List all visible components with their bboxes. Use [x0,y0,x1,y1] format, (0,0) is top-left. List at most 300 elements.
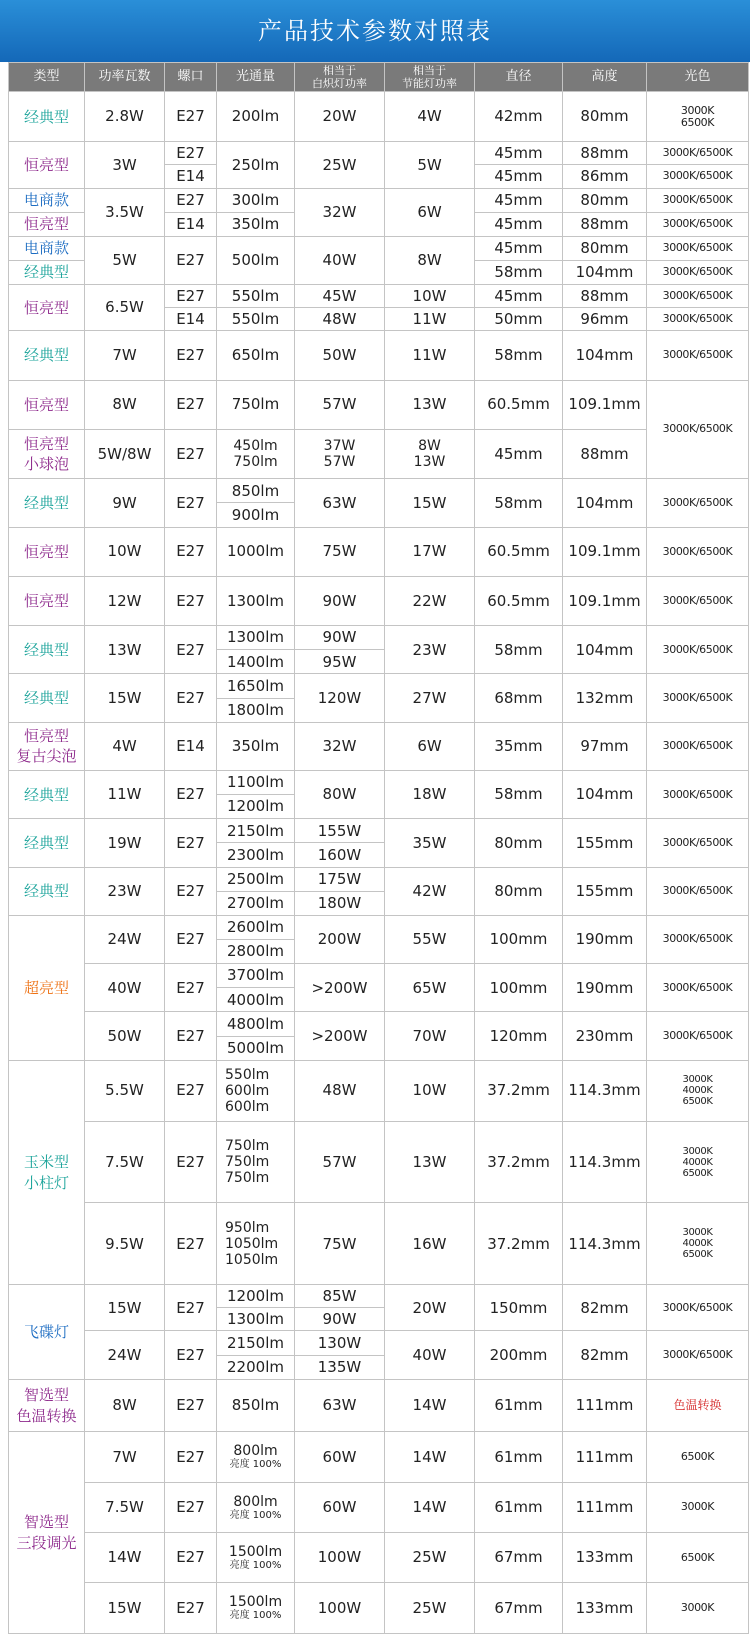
diameter-cell: 61mm [475,1432,563,1482]
power-cell: 15W [85,1285,165,1331]
diameter-cell: 150mm [475,1285,563,1331]
height-cell: 88mm [563,142,647,165]
cfl-cell: 14W [385,1432,475,1482]
incandescent-cell: 57W [295,1121,385,1203]
base-cell: E14 [165,308,217,331]
diameter-cell: 42mm [475,92,563,142]
type-cell: 经典型 [9,819,85,867]
diameter-cell: 45mm [475,188,563,212]
incandescent-cell: 95W [295,650,385,674]
lumen-cell [217,1533,295,1583]
table-row [9,1012,749,1036]
light-color-cell: 3000K/6500K [647,308,749,331]
lumen-cell: 850lm [217,1379,295,1431]
cfl-cell: 13W [385,380,475,429]
cfl-cell: 16W [385,1203,475,1285]
cfl-cell: 4W [385,92,475,142]
base-cell: E27 [165,92,217,142]
cfl-cell: 11W [385,331,475,380]
type-cell: 电商款 [9,236,85,260]
table-row [9,1121,749,1203]
lumen-cell: 1300lm [217,1308,295,1331]
lumen-cell: 2500lm [217,867,295,891]
incandescent-cell: 50W [295,331,385,380]
lumen-cell: 550lm [217,308,295,331]
lumen-cell: 850lm [217,479,295,503]
lumen-value: 1500lm [228,1543,283,1560]
light-color-cell: 3000K 4000K 6500K [647,1121,749,1203]
light-color-cell: 3000K/6500K [647,165,749,188]
light-color-cell: 6500K [647,1432,749,1482]
cfl-cell: 27W [385,674,475,722]
cfl-cell: 70W [385,1012,475,1060]
light-color-cell: 3000K [647,1583,749,1634]
light-color-cell: 3000K/6500K [647,188,749,212]
light-color-cell: 3000K/6500K [647,479,749,527]
lumen-cell: 550lm 600lm 600lm [217,1060,295,1121]
cfl-cell: 65W [385,964,475,1012]
power-cell: 2.8W [85,92,165,142]
incandescent-cell: 25W [295,142,385,188]
diameter-cell: 60.5mm [475,380,563,429]
type-cell: 经典型 [9,674,85,722]
diameter-cell: 68mm [475,674,563,722]
incandescent-cell: 85W [295,1285,385,1308]
lumen-cell: 500lm [217,236,295,284]
light-color-cell: 3000K 6500K [647,92,749,142]
power-cell: 11W [85,771,165,819]
power-cell: 8W [85,1379,165,1431]
diameter-cell: 58mm [475,479,563,527]
base-cell: E27 [165,1432,217,1482]
table-row [9,1203,749,1285]
incandescent-cell: 120W [295,674,385,722]
height-cell: 109.1mm [563,527,647,576]
lumen-cell: 550lm [217,285,295,308]
diameter-cell: 100mm [475,915,563,963]
power-cell: 9W [85,479,165,527]
light-color-cell: 3000K/6500K [647,1285,749,1331]
diameter-cell: 35mm [475,722,563,770]
diameter-cell: 45mm [475,429,563,478]
base-cell: E27 [165,576,217,625]
diameter-cell: 200mm [475,1331,563,1379]
base-cell: E27 [165,1060,217,1121]
light-color-cell: 3000K/6500K [647,576,749,625]
base-cell: E27 [165,479,217,527]
lumen-value: 800lm [233,1493,278,1510]
diameter-cell: 67mm [475,1583,563,1634]
light-color-cell: 3000K/6500K [647,771,749,819]
light-color-cell: 3000K/6500K [647,260,749,284]
cfl-cell: 40W [385,1331,475,1379]
type-cell: 智选型 三段调光 [9,1432,85,1634]
power-cell: 9.5W [85,1203,165,1285]
base-cell: E27 [165,1012,217,1060]
base-cell: E27 [165,867,217,915]
table-row [9,1482,749,1532]
lumen-cell: 650lm [217,331,295,380]
table-row [9,188,749,212]
light-color-cell: 3000K 4000K 6500K [647,1060,749,1121]
cfl-cell: 25W [385,1583,475,1634]
cfl-cell: 17W [385,527,475,576]
incandescent-cell: 60W [295,1432,385,1482]
lumen-cell: 250lm [217,142,295,188]
power-cell: 15W [85,674,165,722]
table-row [9,576,749,625]
incandescent-cell: 63W [295,1379,385,1431]
base-cell: E27 [165,380,217,429]
table-row [9,964,749,988]
light-color-cell: 3000K/6500K [647,236,749,260]
type-cell: 经典型 [9,331,85,380]
incandescent-cell: 57W [295,380,385,429]
power-cell: 14W [85,1533,165,1583]
base-cell: E27 [165,331,217,380]
power-cell: 40W [85,964,165,1012]
power-cell: 3.5W [85,188,165,236]
lumen-cell: 2300lm [217,843,295,867]
base-cell: E27 [165,285,217,308]
height-cell: 114.3mm [563,1121,647,1203]
lumen-cell: 2150lm [217,819,295,843]
lumen-cell: 900lm [217,503,295,527]
incandescent-cell: 63W [295,479,385,527]
power-cell: 5W/8W [85,429,165,478]
power-cell: 12W [85,576,165,625]
lumen-cell: 1400lm [217,650,295,674]
lumen-cell: 750lm 750lm 750lm [217,1121,295,1203]
lumen-cell [217,1432,295,1482]
type-cell: 恒亮型 [9,380,85,429]
cfl-cell: 11W [385,308,475,331]
type-cell: 恒亮型 [9,212,85,236]
power-cell: 10W [85,527,165,576]
lumen-cell: 300lm [217,188,295,212]
table-row [9,819,749,843]
base-cell: E27 [165,1379,217,1431]
type-cell: 恒亮型 [9,527,85,576]
type-cell: 恒亮型 [9,142,85,188]
type-cell: 经典型 [9,771,85,819]
height-cell: 88mm [563,212,647,236]
base-cell: E27 [165,1583,217,1634]
incandescent-cell: 37W 57W [295,429,385,478]
height-cell: 80mm [563,92,647,142]
incandescent-cell: 160W [295,843,385,867]
height-cell: 82mm [563,1331,647,1379]
cfl-cell: 10W [385,285,475,308]
base-cell: E27 [165,236,217,284]
base-cell: E14 [165,722,217,770]
incandescent-cell: 90W [295,576,385,625]
height-cell: 133mm [563,1583,647,1634]
incandescent-cell: 75W [295,1203,385,1285]
header-type: 类型 [9,63,85,92]
height-cell: 96mm [563,308,647,331]
diameter-cell: 60.5mm [475,576,563,625]
diameter-cell: 120mm [475,1012,563,1060]
cfl-cell: 13W [385,1121,475,1203]
type-cell: 经典型 [9,626,85,674]
cfl-cell: 8W 13W [385,429,475,478]
cfl-cell: 14W [385,1482,475,1532]
incandescent-cell: 100W [295,1533,385,1583]
light-color-cell: 3000K/6500K [647,331,749,380]
height-cell: 104mm [563,626,647,674]
type-cell: 电商款 [9,188,85,212]
incandescent-cell: >200W [295,964,385,1012]
base-cell: E27 [165,1482,217,1532]
incandescent-cell: 48W [295,308,385,331]
light-color-cell: 3000K/6500K [647,722,749,770]
lumen-cell: 4800lm [217,1012,295,1036]
spec-table [8,62,749,1634]
table-row [9,285,749,308]
header-row [9,63,749,92]
lumen-cell: 4000lm [217,988,295,1012]
diameter-cell: 67mm [475,1533,563,1583]
height-cell: 190mm [563,915,647,963]
base-cell: E27 [165,1533,217,1583]
height-cell: 80mm [563,236,647,260]
diameter-cell: 58mm [475,260,563,284]
diameter-cell: 50mm [475,308,563,331]
power-cell: 50W [85,1012,165,1060]
lumen-cell: 1100lm [217,771,295,795]
header-incandescent: 相当于 白炽灯功率 [295,63,385,92]
diameter-cell: 45mm [475,142,563,165]
power-cell: 8W [85,380,165,429]
type-cell: 经典型 [9,867,85,915]
light-color-cell: 3000K/6500K [647,1331,749,1379]
type-cell: 超亮型 [9,915,85,1060]
incandescent-cell: 90W [295,626,385,650]
cfl-cell: 35W [385,819,475,867]
incandescent-cell: 90W [295,1308,385,1331]
power-cell: 3W [85,142,165,188]
header-base: 螺口 [165,63,217,92]
base-cell: E27 [165,674,217,722]
lumen-cell: 1800lm [217,698,295,722]
base-cell: E27 [165,1285,217,1331]
height-cell: 155mm [563,819,647,867]
lumen-cell: 1300lm [217,576,295,625]
height-cell: 86mm [563,165,647,188]
diameter-cell: 45mm [475,165,563,188]
brightness-label: 亮度 100% [229,1610,282,1622]
table-row [9,1331,749,1355]
header-power: 功率瓦数 [85,63,165,92]
power-cell: 19W [85,819,165,867]
height-cell: 104mm [563,771,647,819]
base-cell: E27 [165,1331,217,1379]
diameter-cell: 61mm [475,1482,563,1532]
height-cell: 97mm [563,722,647,770]
type-cell: 恒亮型 小球泡 [9,429,85,478]
light-color-cell: 3000K/6500K [647,1012,749,1060]
base-cell: E27 [165,964,217,1012]
incandescent-cell: >200W [295,1012,385,1060]
table-row [9,1533,749,1583]
base-cell: E27 [165,819,217,867]
height-cell: 104mm [563,260,647,284]
cfl-cell: 5W [385,142,475,188]
incandescent-cell: 175W [295,867,385,891]
type-cell: 飞碟灯 [9,1285,85,1379]
table-row [9,1432,749,1482]
lumen-cell: 2150lm [217,1331,295,1355]
lumen-cell: 2800lm [217,940,295,964]
diameter-cell: 80mm [475,819,563,867]
cfl-cell: 20W [385,1285,475,1331]
height-cell: 132mm [563,674,647,722]
table-row [9,1285,749,1308]
brightness-label: 亮度 100% [229,1459,282,1471]
base-cell: E27 [165,1203,217,1285]
table-row [9,1060,749,1121]
incandescent-cell: 200W [295,915,385,963]
cfl-cell: 23W [385,626,475,674]
power-cell: 7W [85,1432,165,1482]
lumen-cell: 2200lm [217,1355,295,1379]
height-cell: 190mm [563,964,647,1012]
lumen-value: 800lm [233,1443,278,1460]
base-cell: E27 [165,527,217,576]
light-color-cell: 6500K [647,1533,749,1583]
type-cell: 经典型 [9,260,85,284]
table-row [9,867,749,891]
power-cell: 7W [85,331,165,380]
power-cell: 23W [85,867,165,915]
lumen-cell: 200lm [217,92,295,142]
incandescent-cell: 180W [295,891,385,915]
cfl-cell: 8W [385,236,475,284]
light-color-cell: 3000K/6500K [647,915,749,963]
height-cell: 82mm [563,1285,647,1331]
height-cell: 111mm [563,1482,647,1532]
table-row [9,1583,749,1634]
height-cell: 109.1mm [563,576,647,625]
cfl-cell: 42W [385,867,475,915]
lumen-cell: 1000lm [217,527,295,576]
power-cell: 5.5W [85,1060,165,1121]
table-row [9,380,749,429]
brightness-label: 亮度 100% [229,1509,282,1521]
cfl-cell: 18W [385,771,475,819]
diameter-cell: 80mm [475,867,563,915]
light-color-cell: 3000K/6500K [647,285,749,308]
base-cell: E27 [165,915,217,963]
header-diameter: 直径 [475,63,563,92]
base-cell: E27 [165,1121,217,1203]
power-cell: 4W [85,722,165,770]
cfl-cell: 22W [385,576,475,625]
light-color-cell: 3000K/6500K [647,819,749,867]
diameter-cell: 100mm [475,964,563,1012]
lumen-cell: 2600lm [217,915,295,939]
diameter-cell: 45mm [475,212,563,236]
power-cell: 7.5W [85,1482,165,1532]
light-color-cell: 3000K/6500K [647,626,749,674]
light-color-cell: 3000K/6500K [647,380,749,479]
incandescent-cell: 20W [295,92,385,142]
diameter-cell: 58mm [475,626,563,674]
base-cell: E27 [165,188,217,212]
lumen-cell: 1200lm [217,795,295,819]
power-cell: 24W [85,915,165,963]
lumen-cell: 1650lm [217,674,295,698]
type-cell: 经典型 [9,479,85,527]
table-row [9,479,749,503]
diameter-cell: 58mm [475,771,563,819]
height-cell: 88mm [563,429,647,478]
power-cell: 5W [85,236,165,284]
type-cell: 经典型 [9,92,85,142]
cfl-cell: 15W [385,479,475,527]
brightness-label: 亮度 100% [229,1559,282,1571]
lumen-cell [217,1482,295,1532]
header-height: 高度 [563,63,647,92]
incandescent-cell: 155W [295,819,385,843]
power-cell: 15W [85,1583,165,1634]
table-row [9,429,749,478]
cfl-cell: 25W [385,1533,475,1583]
lumen-value: 1500lm [228,1594,283,1611]
power-cell: 13W [85,626,165,674]
cfl-cell: 55W [385,915,475,963]
incandescent-cell: 100W [295,1583,385,1634]
light-color-cell: 3000K/6500K [647,527,749,576]
incandescent-cell: 130W [295,1331,385,1355]
table-row [9,626,749,650]
lumen-cell: 350lm [217,722,295,770]
header-cfl: 相当于 节能灯功率 [385,63,475,92]
incandescent-cell: 45W [295,285,385,308]
height-cell: 111mm [563,1432,647,1482]
base-cell: E14 [165,165,217,188]
height-cell: 88mm [563,285,647,308]
lumen-cell: 350lm [217,212,295,236]
incandescent-cell: 75W [295,527,385,576]
diameter-cell: 37.2mm [475,1121,563,1203]
light-color-cell: 3000K/6500K [647,867,749,915]
lumen-cell [217,1583,295,1634]
height-cell: 111mm [563,1379,647,1431]
incandescent-cell: 80W [295,771,385,819]
type-cell: 恒亮型 [9,285,85,331]
cfl-cell: 6W [385,188,475,236]
type-cell: 恒亮型 复古尖泡 [9,722,85,770]
power-cell: 7.5W [85,1121,165,1203]
light-color-cell: 3000K/6500K [647,212,749,236]
lumen-cell: 2700lm [217,891,295,915]
cfl-cell: 10W [385,1060,475,1121]
height-cell: 109.1mm [563,380,647,429]
table-row [9,915,749,939]
power-cell: 24W [85,1331,165,1379]
light-color-cell: 3000K/6500K [647,674,749,722]
incandescent-cell: 40W [295,236,385,284]
diameter-cell: 58mm [475,331,563,380]
cfl-cell: 14W [385,1379,475,1431]
height-cell: 155mm [563,867,647,915]
base-cell: E27 [165,429,217,478]
base-cell: E14 [165,212,217,236]
lumen-cell: 1200lm [217,1285,295,1308]
light-color-cell: 色温转换 [647,1379,749,1431]
